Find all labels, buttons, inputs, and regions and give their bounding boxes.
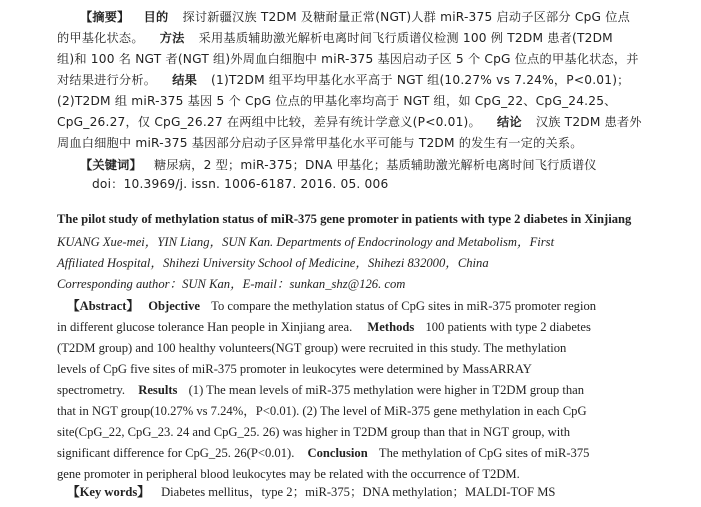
cn-abstract-text: 采用基质辅助激光解析电离时间飞行质谱仪检测 100 例 T2DM 患者(T2DM — [198, 31, 613, 45]
en-objective-label: Objective — [148, 299, 200, 313]
cn-abstract-line-4 — [57, 72, 630, 89]
en-abstract-text: spectrometry. — [57, 383, 126, 397]
en-abstract-text: 100 patients with type 2 diabetes — [425, 320, 591, 334]
en-abstract-text: (1) The mean levels of miR-375 methylation were higher in T2DM group than — [188, 383, 585, 397]
en-abstract-line-4: levels of CpG five sites of miR-375 promoter in leukocytes were determined by MassARRAY — [57, 362, 532, 376]
cn-abstract-text: (1)T2DM 组平均甲基化水平高于 NGT 组(10.27% vs 7.24%，P<0.01)； — [211, 73, 630, 87]
cn-abstract-text: 探讨新疆汉族 T2DM 及糖耐量正常(NGT)人群 miR-375 启动子区部分 CpG 位点 — [182, 10, 631, 24]
en-methods-label: Methods — [367, 320, 415, 334]
cn-abstract-text: 的甲基化状态。 — [57, 31, 144, 45]
en-abstract-line-5 — [57, 382, 584, 399]
en-abstract-text: To compare the methylation status of CpG sites in miR-375 promoter region — [211, 299, 597, 313]
cn-objective-label: 目的 — [143, 10, 169, 24]
cn-results-label: 结果 — [172, 73, 197, 87]
cn-methods-label: 方法 — [159, 31, 185, 45]
en-keywords-text: Diabetes mellitus，type 2；miR-375；DNA methylation；MALDI-TOF MS — [161, 485, 556, 499]
en-abstract-text: The methylation of CpG sites of miR-375 — [378, 446, 590, 460]
cn-doi: doi：10.3969/j. issn. 1006-6187. 2016. 05. 006 — [92, 177, 389, 191]
corresponding-author: Corresponding author：SUN Kan，E-mail：sunkan_shz@126. com — [57, 277, 406, 291]
cn-keywords-line — [80, 157, 597, 174]
en-abstract-line-2 — [57, 319, 591, 336]
cn-abstract-line-7: 周血白细胞中 miR-375 基因部分启动子区异常甲基化水平可能与 T2DM 的发生有一定的关系。 — [57, 136, 583, 150]
cn-abstract-line-1 — [80, 9, 630, 26]
cn-abstract-text: CpG_26.27，仅 CpG_26.27 在两组中比较，差异有统计学意义(P<0.01)。 — [57, 115, 481, 129]
cn-abstract-tag: 【摘要】 — [80, 10, 130, 24]
en-abstract-line-8 — [57, 445, 589, 462]
en-keywords-tag: 【Key words】 — [67, 485, 150, 499]
cn-abstract-line-5: (2)T2DM 组 miR-375 基因 5 个 CpG 位点的甲基化率均高于 NGT 组，如 CpG_22、CpG_24.25、 — [57, 94, 617, 108]
en-conclusion-label: Conclusion — [307, 446, 368, 460]
en-abstract-tag: 【Abstract】 — [67, 299, 140, 313]
cn-abstract-text: 汉族 T2DM 患者外 — [535, 115, 642, 129]
en-abstract-line-7: site(CpG_22, CpG_23. 24 and CpG_25. 26) was higher in T2DM group than that in NGT group, with — [57, 425, 571, 439]
cn-abstract-line-3: 组)和 100 名 NGT 者(NGT 组)外周血白细胞中 miR-375 基因启动子区 5 个 CpG 位点的甲基化状态，并 — [57, 52, 639, 66]
cn-abstract-line-2 — [57, 30, 613, 47]
cn-abstract-line-6 — [57, 114, 642, 131]
paper-title-en: The pilot study of methylation status of miR-375 gene promoter in patients with type 2 diabetes in Xinjiang — [57, 212, 632, 226]
cn-conclusion-label: 结论 — [496, 115, 522, 129]
cn-keywords-text: 糖尿病，2 型；miR-375；DNA 甲基化；基质辅助激光解析电离时间飞行质谱仪 — [154, 158, 597, 172]
authors-line-2: Affiliated Hospital，Shihezi University School of Medicine，Shihezi 832000，China — [57, 256, 489, 270]
en-keywords-line — [67, 484, 555, 501]
en-abstract-text: in different glucose tolerance Han people in Xinjiang area. — [57, 320, 353, 334]
en-abstract-line-1 — [67, 298, 596, 315]
cn-keywords-tag: 【关键词】 — [80, 158, 142, 172]
en-abstract-line-3: (T2DM group) and 100 healthy volunteers(NGT group) were recruited in this study. The methylation — [57, 341, 567, 355]
en-abstract-text: significant difference for CpG_25. 26(P<0.01). — [57, 446, 295, 460]
authors-line-1: KUANG Xue-mei，YIN Liang，SUN Kan. Departments of Endocrinology and Metabolism，First — [57, 235, 555, 249]
cn-abstract-text: 对结果进行分析。 — [57, 73, 157, 87]
en-abstract-line-9: gene promoter in peripheral blood leukocytes may be related with the occurrence of T2DM. — [57, 467, 520, 481]
en-results-label: Results — [138, 383, 178, 397]
en-abstract-line-6: that in NGT group(10.27% vs 7.24%，P<0.01). (2) The level of MiR-375 gene methylation in each CpG — [57, 404, 587, 418]
